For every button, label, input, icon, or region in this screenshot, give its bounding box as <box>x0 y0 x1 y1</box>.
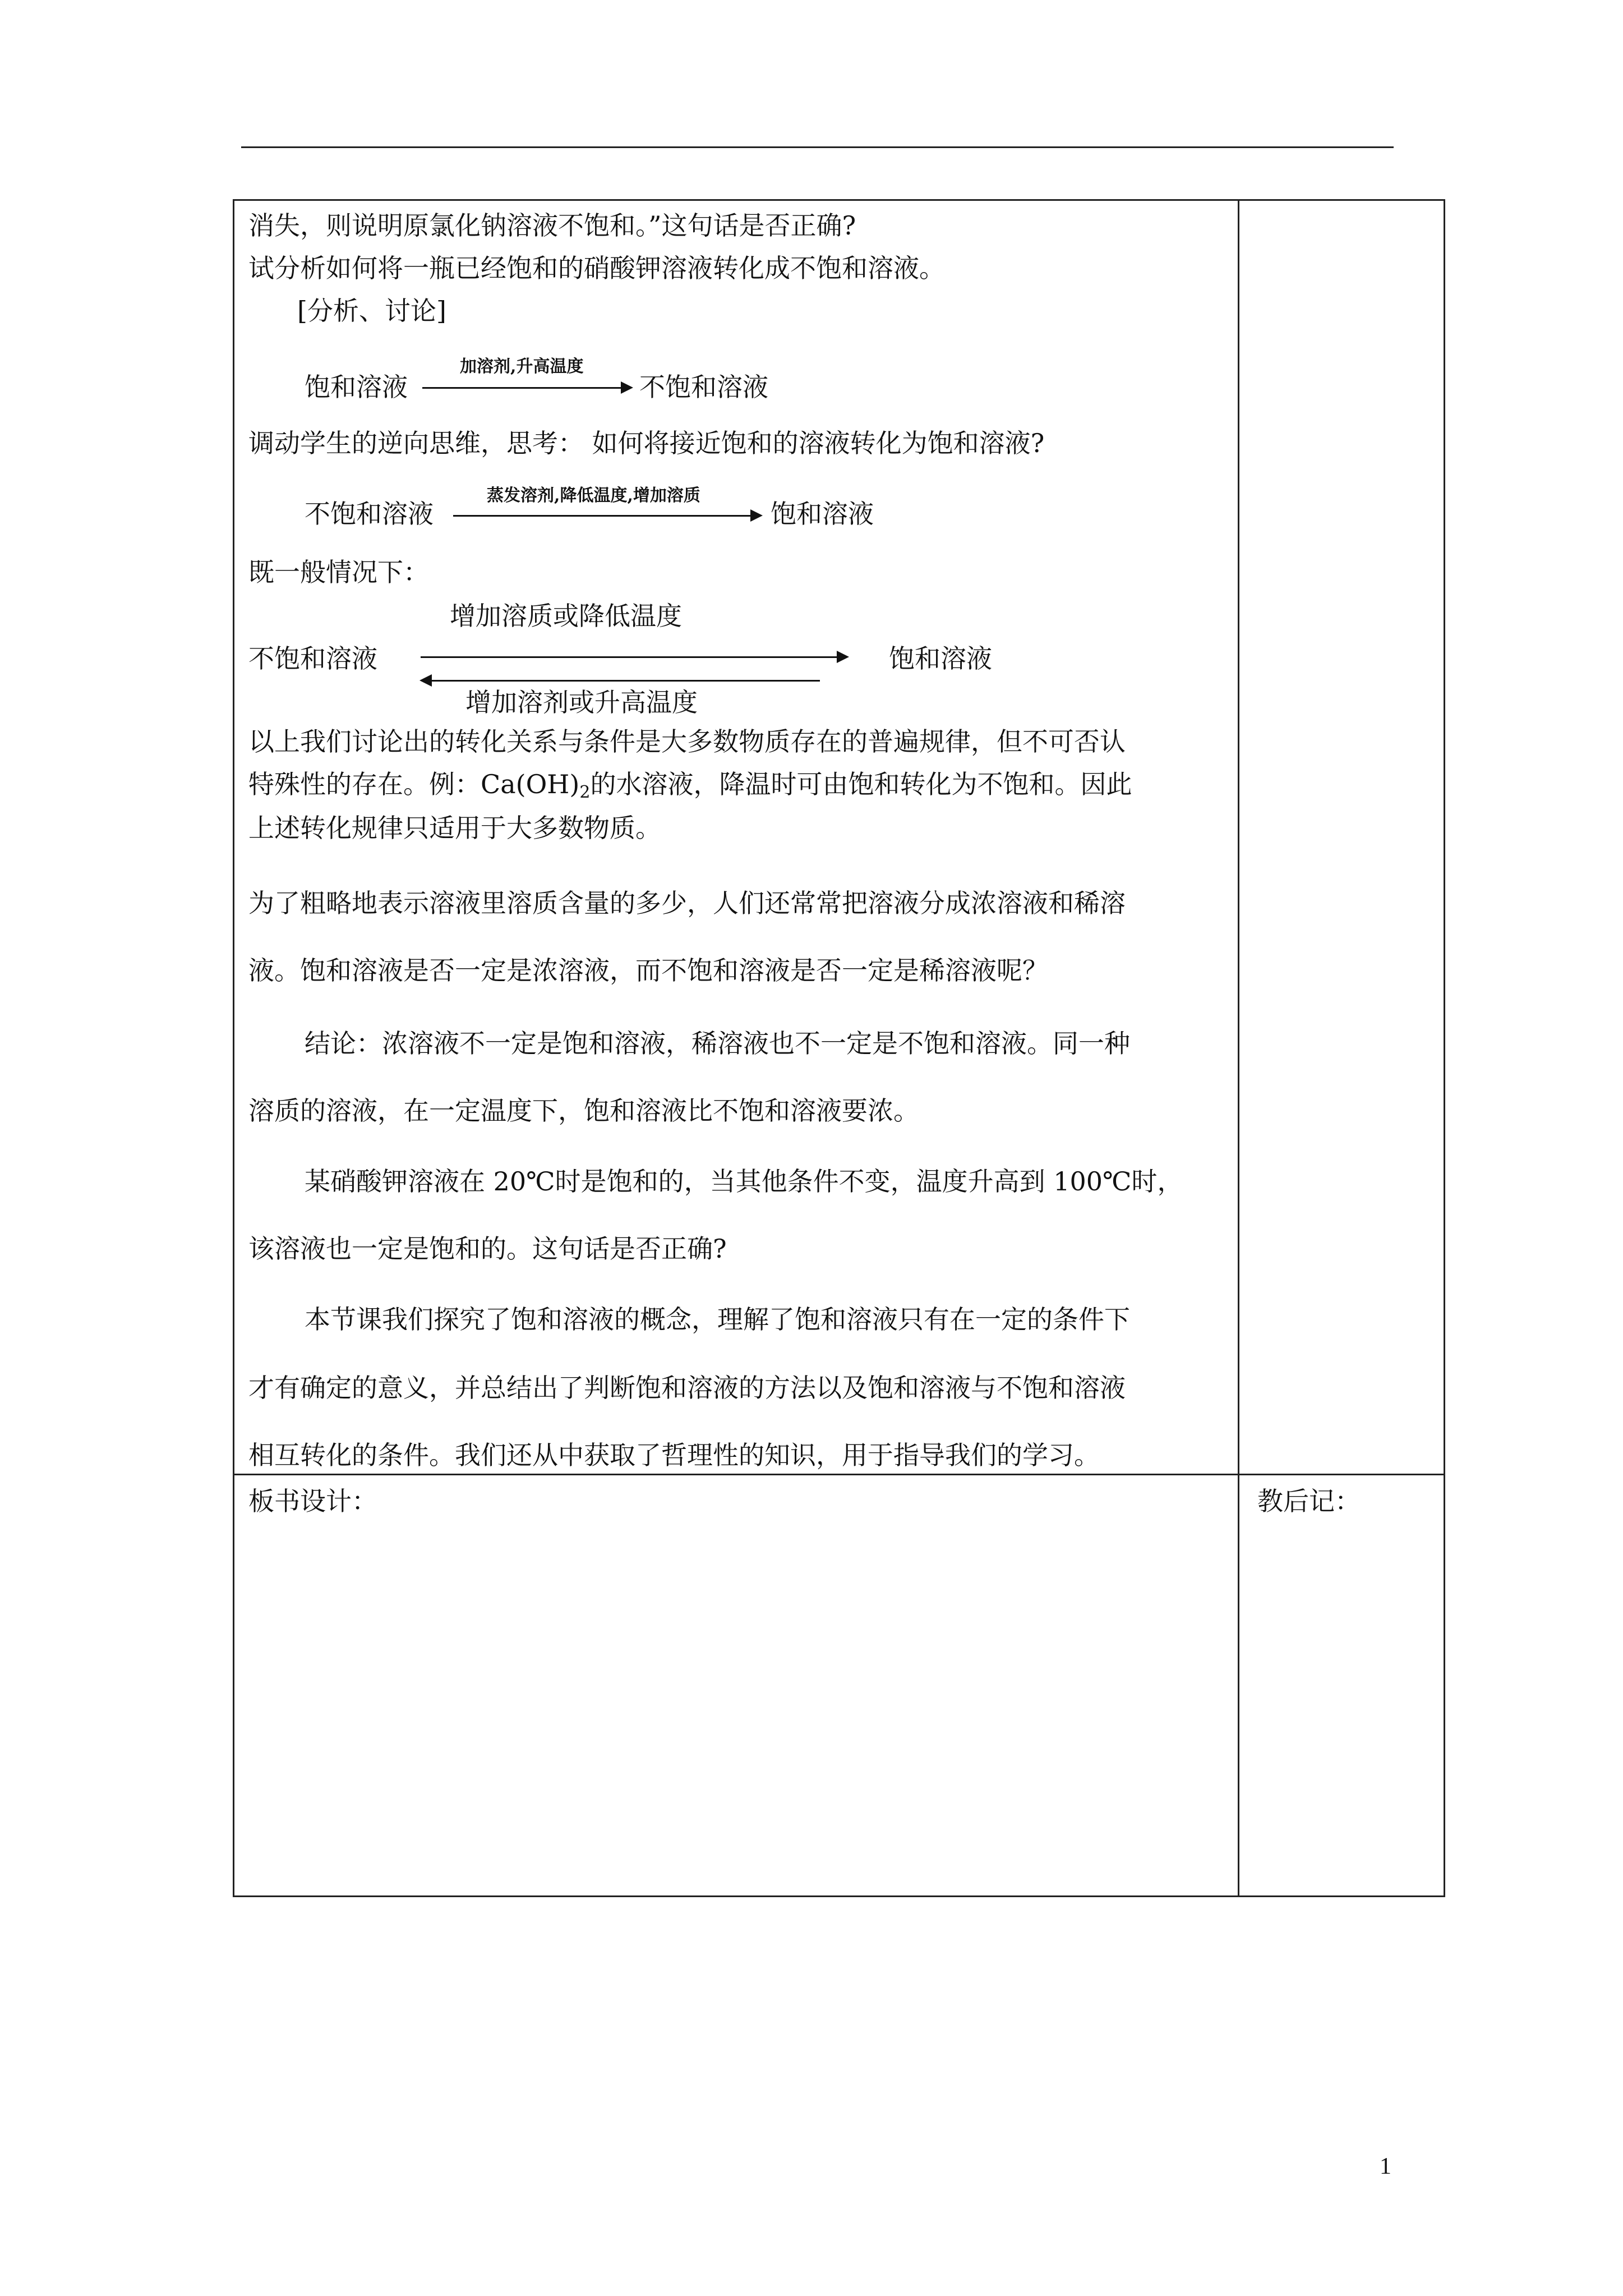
text-line: 上述转化规律只适用于大多数物质。 <box>248 813 661 843</box>
text-line: 试分析如何将一瓶已经饱和的硝酸钾溶液转化成不饱和溶液。 <box>248 253 945 283</box>
text-line: 该溶液也一定是饱和的。这句话是否正确? <box>248 1234 727 1264</box>
text-line: 液。饱和溶液是否一定是浓溶液，而不饱和溶液是否一定是稀溶液呢？ <box>248 955 1048 986</box>
text-line: 为了粗略地表示溶液里溶质含量的多少，人们还常常把溶液分成浓溶液和稀溶 <box>248 888 1126 918</box>
board-design-label: 板书设计： <box>248 1486 377 1516</box>
label-saturated: 饱和溶液 <box>305 372 408 402</box>
condition-label: 蒸发溶剂,降低温度,增加溶质 <box>487 486 700 505</box>
label-saturated: 饱和溶液 <box>771 499 874 529</box>
text-line: 特殊性的存在。例：$Ca(OH)_2$的水溶液，降温时可由饱和转化为不饱和。因此 <box>248 769 1132 802</box>
condition-label: 增加溶剂或升高温度 <box>465 687 698 717</box>
text-line: 以上我们讨论出的转化关系与条件是大多数物质存在的普遍规律，但不可否认 <box>248 726 1126 757</box>
arrow-left <box>422 680 820 682</box>
header-rule <box>241 146 1394 148</box>
label-unsaturated: 不饱和溶液 <box>248 643 377 674</box>
text-line: 既一般情况下： <box>248 557 429 587</box>
page-number: 1 <box>1380 2154 1391 2179</box>
text-line: 消失，则说明原氯化钠溶液不饱和。”这句话是否正确? <box>248 210 856 241</box>
table-column-divider <box>1238 199 1239 1897</box>
label-unsaturated: 不饱和溶液 <box>639 372 768 402</box>
text-line: 溶质的溶液，在一定温度下，饱和溶液比不饱和溶液要浓。 <box>248 1096 919 1126</box>
text-line: [分析、讨论] <box>297 296 446 326</box>
condition-label: 加溶剂,升高温度 <box>460 357 584 376</box>
teaching-notes-label: 教后记： <box>1257 1486 1361 1516</box>
arrow-right <box>421 656 847 658</box>
text-line: 调动学生的逆向思维，思考： 如何将接近饱和的溶液转化为饱和溶液? <box>248 428 1045 458</box>
arrow-right <box>453 515 760 517</box>
table-row-divider <box>233 1474 1445 1475</box>
text-line: 本节课我们探究了饱和溶液的概念，理解了饱和溶液只有在一定的条件下 <box>305 1304 1130 1335</box>
label-saturated: 饱和溶液 <box>889 643 992 674</box>
condition-label: 增加溶质或降低温度 <box>450 601 682 631</box>
text-line: 相互转化的条件。我们还从中获取了哲理性的知识，用于指导我们的学习。 <box>248 1440 1100 1470</box>
text-line: 结论：浓溶液不一定是饱和溶液，稀溶液也不一定是不饱和溶液。同一种 <box>305 1028 1130 1059</box>
label-unsaturated: 不饱和溶液 <box>305 499 434 529</box>
text-line: 某硝酸钾溶液在 20℃时是饱和的，当其他条件不变，温度升高到 100℃时， <box>305 1166 1183 1197</box>
arrow-right <box>422 387 631 389</box>
text-line: 才有确定的意义，并总结出了判断饱和溶液的方法以及饱和溶液与不饱和溶液 <box>248 1373 1126 1403</box>
